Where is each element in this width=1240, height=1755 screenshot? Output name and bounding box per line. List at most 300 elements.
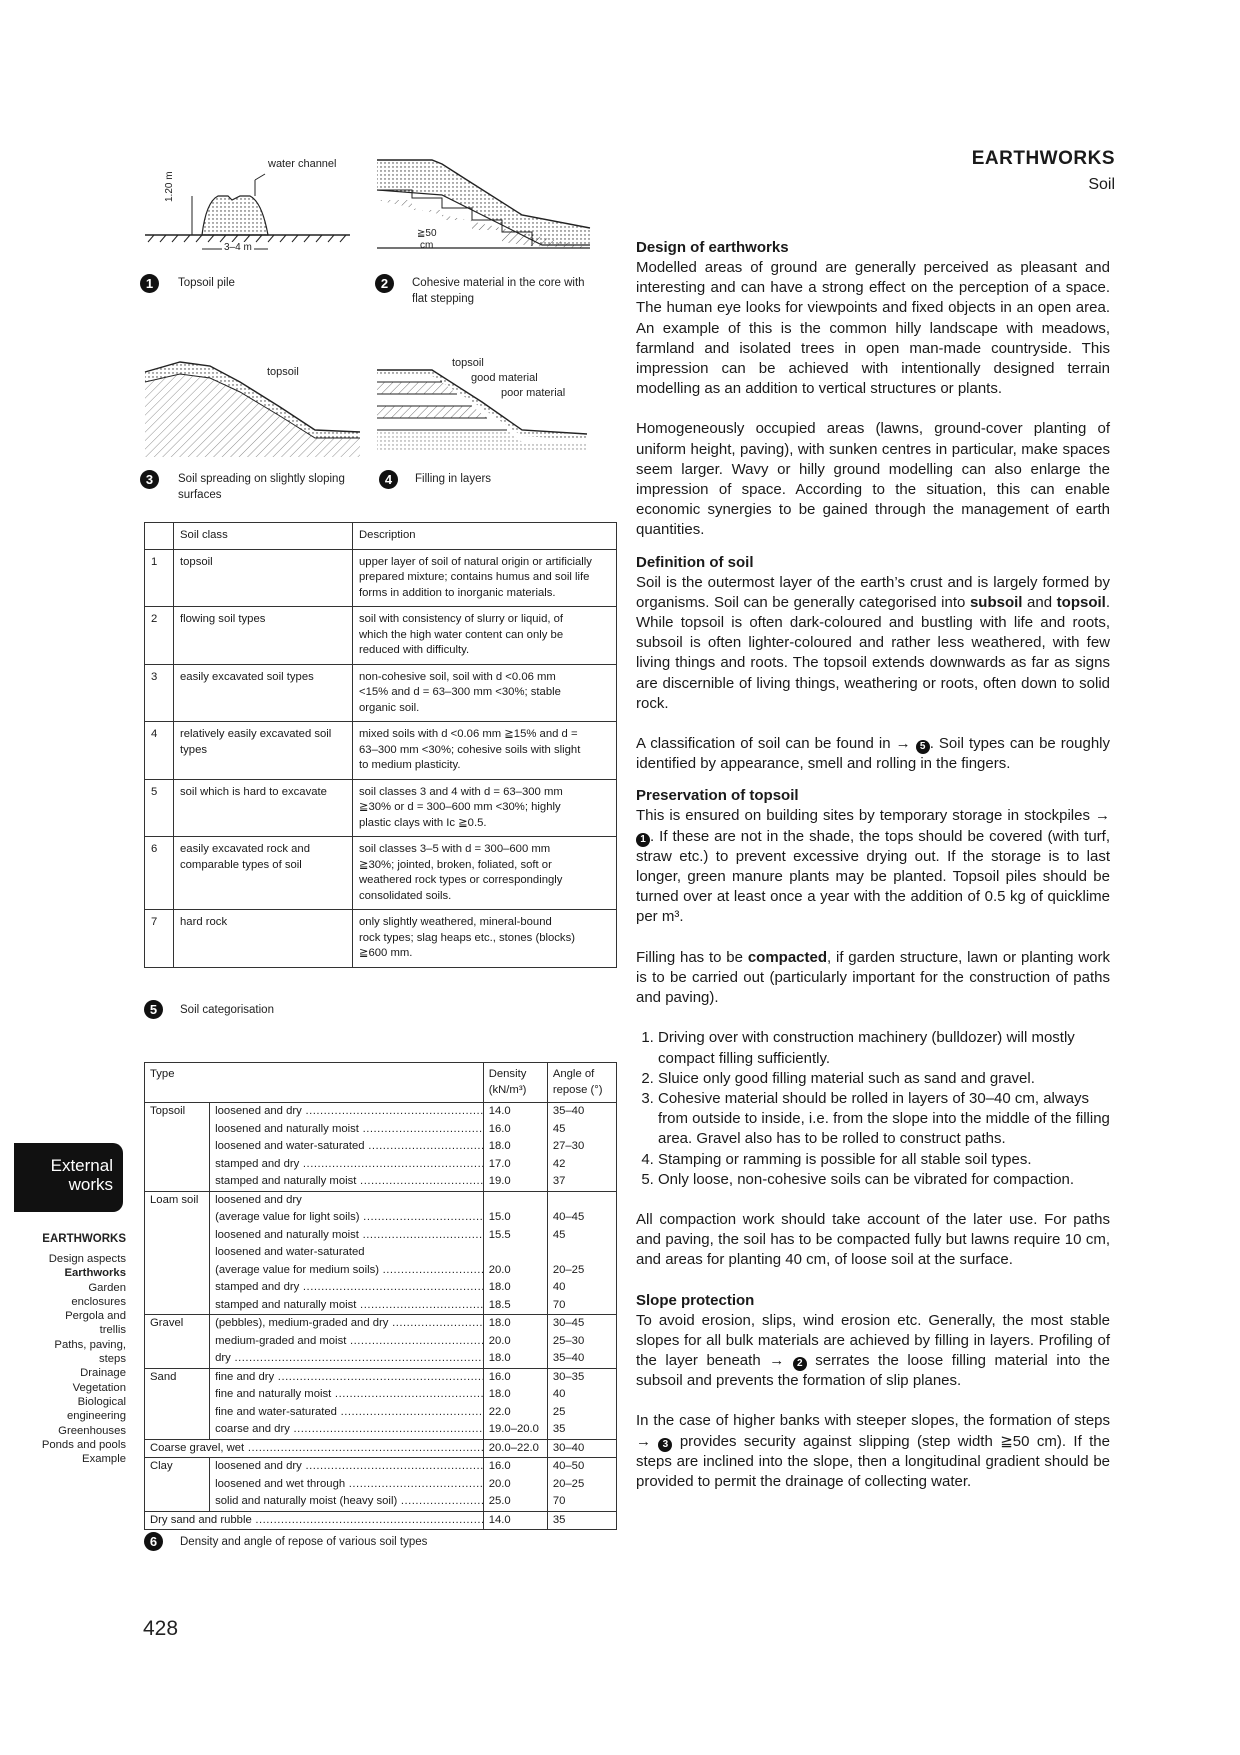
description-line: which the high water content can only be — [359, 628, 564, 641]
angle-value: 42 — [547, 1156, 616, 1174]
heading-definition: Definition of soil — [636, 553, 754, 571]
density-value: 18.0 — [483, 1138, 547, 1156]
angle-value: 30–35 — [547, 1368, 616, 1386]
angle-value — [547, 1244, 616, 1262]
page-heading: EARTHWORKS — [971, 148, 1115, 169]
table-row — [145, 1386, 617, 1404]
banks-text-1: In the case of higher banks with steeper slopes, the formation of steps → — [636, 1412, 1110, 1450]
angle-value: 25–30 — [547, 1333, 616, 1351]
description-line: to medium plasticity. — [359, 759, 461, 771]
description-line: ≧30%; jointed, broken, foliated, soft or — [359, 858, 552, 871]
table-row — [145, 1227, 617, 1245]
term-topsoil: topsoil — [1056, 593, 1106, 611]
figure-2-number: 2 — [375, 274, 394, 293]
paragraph-definition — [636, 573, 1110, 714]
paragraph-filling — [636, 948, 1110, 1009]
soil-condition — [210, 1458, 484, 1476]
angle-value: 45 — [547, 1121, 616, 1139]
density-value: 18.0 — [483, 1386, 547, 1404]
description-line: weathered rock types or correspondingly — [359, 874, 563, 886]
soil-condition-label: (pebbles), medium-graded and dry ..... — [215, 1317, 483, 1329]
density-header-line: Density — [488, 1068, 527, 1080]
row-number: 5 — [145, 779, 174, 837]
soil-type: Sand — [145, 1368, 210, 1386]
sidebar-item[interactable]: trellis — [99, 1324, 126, 1337]
soil-class: hard rock — [174, 910, 353, 968]
soil-condition-label: stamped and dry ..... — [215, 1281, 483, 1293]
soil-type — [145, 1279, 210, 1297]
table-row — [145, 1191, 617, 1209]
step-width-label: ≧50 — [417, 228, 437, 239]
soil-condition — [210, 1227, 484, 1245]
table-row — [145, 1244, 617, 1262]
table-row — [145, 1297, 617, 1315]
soil-type — [145, 1350, 210, 1368]
sidebar-item[interactable]: engineering — [66, 1410, 126, 1423]
definition-text-1: Soil is the outermost layer of the earth’s crust and is largely formed by organisms. Soil can be generally categorised into — [636, 573, 1110, 611]
soil-condition-label: loosened and naturally moist ..... — [215, 1123, 483, 1135]
soil-condition — [210, 1297, 484, 1315]
term-compacted: compacted — [747, 948, 828, 966]
soil-condition — [210, 1244, 484, 1262]
cohesive-core-drawing — [372, 150, 597, 260]
soil-type — [145, 1421, 210, 1439]
angle-value — [547, 1191, 616, 1209]
list-item: 2. Sluice only good filling material such as sand and gravel. — [658, 1069, 1110, 1089]
angle-value: 27–30 — [547, 1138, 616, 1156]
table-row — [145, 1368, 617, 1386]
sidebar-item[interactable]: enclosures — [71, 1295, 126, 1308]
soil-class: easily excavated rock and comparable types of soil — [174, 837, 353, 910]
soil-description — [353, 549, 617, 607]
table-row — [145, 722, 617, 780]
angle-value: 70 — [547, 1297, 616, 1315]
row-number: 3 — [145, 664, 174, 722]
density-value: 17.0 — [483, 1156, 547, 1174]
layer-topsoil-label: topsoil — [452, 357, 484, 369]
soil-type — [145, 1386, 210, 1404]
definition-and: and — [1027, 593, 1053, 611]
table-row — [145, 910, 617, 968]
paragraph-homogeneous: Homogeneously occupied areas (lawns, ground-cover planting of uniform height, paving), with sunken centres in particular, make spaces seem larger. Wavy or hilly ground modelling can also enlarge the impression of space. According to the situation, this can enable economic synergies to be gained through the management of earth quantities. — [636, 420, 1110, 539]
soil-condition-label: fine and naturally moist ..... — [215, 1388, 483, 1400]
description-line: only slightly weathered, mineral-bound — [359, 916, 552, 928]
figure-2-reference: 2 — [793, 1357, 807, 1371]
list-item: 3. Cohesive material should be rolled in layers of 30–40 cm, always from outside to inside, i.e. from the slope into the middle of the filling area. Gravel also has to be rolled to construct paths. — [658, 1089, 1110, 1150]
step-unit-label: cm — [420, 240, 434, 251]
soil-condition — [210, 1493, 484, 1511]
density-value: 14.0 — [483, 1103, 547, 1121]
soil-description — [353, 837, 617, 910]
density-value — [483, 1244, 547, 1262]
table-row — [145, 1333, 617, 1351]
tab-label-line-2: works — [68, 1175, 113, 1194]
term-subsoil: subsoil — [969, 593, 1023, 611]
soil-description — [353, 722, 617, 780]
soil-condition — [210, 1156, 484, 1174]
soil-description — [353, 910, 617, 968]
figure-2-caption-line-2: flat stepping — [412, 293, 475, 305]
header-angle — [547, 1063, 616, 1103]
soil-type — [145, 1209, 210, 1227]
table-row — [145, 1279, 617, 1297]
soil-condition — [210, 1368, 484, 1386]
paragraph-preservation — [636, 806, 1110, 927]
soil-condition — [210, 1173, 484, 1191]
definition-text-2: . While topsoil is often dark-coloured and bustling with life and roots, subsoil is often lighter-coloured and rather less weathered, with few living things and roots. The topsoil extends downwards as far as signs are discernible of living things, weathering or roots, often down to solid rock. — [636, 593, 1111, 712]
soil-condition-label: loosened and dry ..... — [215, 1460, 483, 1472]
layer-good-label: good material — [471, 372, 538, 384]
table-row — [145, 1138, 617, 1156]
description-line: soil with consistency of slurry or liquid, of — [359, 613, 564, 625]
density-header-line: (kN/m³) — [488, 1083, 527, 1096]
soil-condition — [210, 1315, 484, 1333]
soil-type: Gravel — [145, 1315, 210, 1333]
slope-text-2: serrates the loose filling material into the subsoil and prevents the formation of slip planes. — [636, 1351, 1110, 1390]
density-value — [483, 1191, 547, 1209]
soil-description — [353, 664, 617, 722]
classification-text-1: A classification of soil can be found in → — [636, 735, 911, 753]
list-item: 1. Driving over with construction machinery (bulldozer) will mostly compact filling sufficiently. — [658, 1028, 1110, 1068]
angle-value: 20–25 — [547, 1262, 616, 1280]
page-number: 428 — [143, 1617, 179, 1640]
row-number: 1 — [145, 549, 174, 607]
description-line: ≧600 mm. — [359, 947, 413, 959]
angle-value: 20–25 — [547, 1476, 616, 1494]
description-line: plastic clays with Ic ≧0.5. — [359, 816, 487, 829]
angle-header-line: repose (°) — [552, 1083, 603, 1096]
sidebar-item[interactable]: steps — [98, 1353, 126, 1366]
filling-text-1: Filling has to be — [636, 948, 743, 966]
figure-filling-layers — [372, 352, 597, 462]
sidebar-item[interactable]: Greenhouses — [58, 1424, 126, 1437]
figure-topsoil-pile — [140, 150, 365, 260]
soil-condition — [210, 1138, 484, 1156]
table-header-row — [145, 523, 617, 550]
table-row — [145, 1173, 617, 1191]
soil-type — [145, 1476, 210, 1494]
angle-value: 70 — [547, 1493, 616, 1511]
soil-condition-label: (average value for medium soils) ..... — [215, 1264, 483, 1276]
main-text-column — [636, 238, 1110, 1492]
slope-text-1: To avoid erosion, slips, wind erosion etc. Generally, the most stable slopes for all bulk materials are achieved by filling in layers. Profiling of the layer beneath → — [636, 1311, 1110, 1369]
soil-class: soil which is hard to excavate — [174, 779, 353, 837]
sidebar-item[interactable]: Garden — [88, 1281, 126, 1294]
soil-condition — [210, 1333, 484, 1351]
description-line: ≧30% or d = 300–600 mm <30%; highly — [359, 801, 561, 813]
table-row — [145, 1262, 617, 1280]
heading-design: Design of earthworks — [636, 239, 789, 256]
figure-cohesive-core — [372, 150, 597, 260]
table-row — [145, 1458, 617, 1476]
pile-width-label: 3–4 m — [224, 242, 252, 253]
heading-slope: Slope protection — [636, 1291, 755, 1309]
layer-poor-label: poor material — [501, 387, 566, 399]
density-value: 19.0–20.0 — [483, 1421, 547, 1439]
soil-condition-label: dry ..... — [215, 1352, 483, 1364]
figure-5-reference: 5 — [916, 740, 930, 754]
soil-type — [145, 1439, 484, 1458]
density-value: 20.0 — [483, 1333, 547, 1351]
table-row — [145, 1156, 617, 1174]
figure-3-number: 3 — [140, 470, 159, 489]
figure-6-number: 6 — [144, 1532, 163, 1551]
angle-value: 40–50 — [547, 1458, 616, 1476]
soil-type — [145, 1493, 210, 1511]
density-value: 22.0 — [483, 1404, 547, 1422]
table-row — [145, 837, 617, 910]
table-row — [145, 1315, 617, 1333]
table-row — [145, 1103, 617, 1121]
sidebar-nav — [14, 1252, 126, 1466]
paragraph-design: Modelled areas of ground are generally perceived as pleasant and interesting and can have a strong effect on the perception of a space. The human eye looks for viewpoints and fixed objects in an open area. An example of this is the common hilly landscape with meadows, farmland and isolated trees in open man-made countryside. This impression can be achieved with intentionally designed terrain modelling as an addition to vertical structures or plants. — [636, 259, 1110, 398]
header-description: Description — [353, 523, 617, 550]
soil-condition-label: coarse and dry ..... — [215, 1423, 483, 1435]
paragraph-slope — [636, 1311, 1110, 1392]
preservation-text-1: This is ensured on building sites by temporary storage in stockpiles → — [636, 807, 1110, 825]
density-value: 18.0 — [483, 1279, 547, 1297]
figure-5-number: 5 — [144, 1000, 163, 1019]
description-line: <15% and d = 63–300 mm <30%; stable — [359, 686, 561, 698]
soil-condition — [210, 1404, 484, 1422]
figure-5-caption: Soil categorisation — [180, 1004, 274, 1016]
soil-type — [145, 1511, 484, 1530]
banks-text-2: provides security against slipping (step width ≧50 cm). If the steps are inclined into the slope, then a longitudinal gradient should be provided to permit the drainage of collecting water. — [636, 1432, 1110, 1490]
paragraph-classification — [636, 734, 1110, 774]
list-item: 5. Only loose, non-cohesive soils can be vibrated for compaction. — [658, 1170, 1110, 1190]
header-number — [145, 523, 174, 550]
topsoil-label: topsoil — [267, 366, 299, 378]
soil-condition — [210, 1476, 484, 1494]
description-line: prepared mixture; contains humus and soil life — [359, 571, 590, 583]
density-value: 20.0 — [483, 1476, 547, 1494]
soil-condition-label: loosened and dry — [215, 1193, 302, 1206]
description-line: rock types; slag heaps etc., stones (blocks) — [359, 931, 575, 944]
soil-type — [145, 1138, 210, 1156]
row-number: 6 — [145, 837, 174, 910]
density-value: 16.0 — [483, 1121, 547, 1139]
water-channel-label: water channel — [268, 158, 337, 170]
figure-3-reference: 3 — [658, 1438, 672, 1452]
soil-condition — [210, 1262, 484, 1280]
description-line: consolidated soils. — [359, 889, 452, 902]
row-number: 2 — [145, 607, 174, 665]
soil-condition-label: (average value for light soils) ..... — [215, 1211, 483, 1223]
description-line: non-cohesive soil, soil with d <0.06 mm — [359, 670, 556, 683]
sidebar-item[interactable]: Drainage — [80, 1367, 126, 1380]
soil-type — [145, 1244, 210, 1262]
density-value: 18.0 — [483, 1350, 547, 1368]
figure-2-caption-line-1: Cohesive material in the core with — [412, 277, 585, 289]
row-number: 4 — [145, 722, 174, 780]
soil-type — [145, 1156, 210, 1174]
soil-condition-label: stamped and naturally moist ..... — [215, 1299, 483, 1311]
figure-3-caption — [178, 471, 345, 503]
soil-type — [145, 1227, 210, 1245]
angle-header-line: Angle of — [552, 1068, 595, 1080]
figure-1-reference: 1 — [636, 833, 650, 847]
sidebar-item[interactable]: Biological — [77, 1395, 126, 1408]
soil-description — [353, 607, 617, 665]
density-value: 25.0 — [483, 1493, 547, 1511]
pile-height-label: 1.20 m — [164, 171, 175, 202]
soil-class: flowing soil types — [174, 607, 353, 665]
soil-condition-label: stamped and naturally moist ..... — [215, 1175, 483, 1187]
preservation-text-2: . If these are not in the shade, the tops should be covered (with turf, straw etc.) to prevent excessive drying out. If the storage is to last longer, green manure plants may be planted. Topsoil piles should be turned over at least once a year with the addition of 0.5 kg of quicklime per m³. — [636, 827, 1110, 926]
soil-type-label: Dry sand and rubble ..... — [150, 1514, 483, 1526]
density-value: 20.0 — [483, 1262, 547, 1280]
list-item: 4. Stamping or ramming is possible for all stable soil types. — [658, 1150, 1110, 1170]
table-row — [145, 779, 617, 837]
table-row — [145, 549, 617, 607]
sidebar-item[interactable]: Paths, paving, — [54, 1338, 126, 1351]
description-line: forms in addition to inorganic materials. — [359, 586, 556, 599]
table-row — [145, 1350, 617, 1368]
soil-type — [145, 1262, 210, 1280]
soil-type — [145, 1404, 210, 1422]
table-row — [145, 1511, 617, 1530]
classification-text-2: . Soil types can be roughly identified by appearance, smell and rolling in the fingers. — [636, 735, 1110, 773]
soil-condition-label: loosened and water-saturated ..... — [215, 1140, 483, 1152]
soil-categorisation-table — [144, 522, 617, 968]
soil-condition — [210, 1350, 484, 1368]
density-value: 14.0 — [483, 1511, 547, 1530]
soil-class: relatively easily excavated soil types — [174, 722, 353, 780]
density-value: 19.0 — [483, 1173, 547, 1191]
soil-condition-label: loosened and wet through ..... — [215, 1478, 483, 1490]
soil-type: Loam soil — [145, 1191, 210, 1209]
description-line: soil classes 3 and 4 with d = 63–300 mm — [359, 785, 563, 798]
angle-value: 35 — [547, 1421, 616, 1439]
table-header-row — [145, 1063, 617, 1103]
soil-condition-label: medium-graded and moist ..... — [215, 1335, 483, 1347]
density-value: 15.0 — [483, 1209, 547, 1227]
soil-condition — [210, 1279, 484, 1297]
soil-condition-label: fine and water-saturated ..... — [215, 1406, 483, 1418]
soil-description — [353, 779, 617, 837]
angle-value: 40 — [547, 1386, 616, 1404]
soil-class: easily excavated soil types — [174, 664, 353, 722]
table-row — [145, 1493, 617, 1511]
figure-4-caption: Filling in layers — [415, 473, 492, 485]
paragraph-compaction: All compaction work should take account of the later use. For paths and paving, the soil has to be compacted fully but lawns require 10 cm, and areas for planting 40 cm, of loose soil at the surface. — [636, 1210, 1110, 1269]
table-row — [145, 1121, 617, 1139]
soil-condition — [210, 1209, 484, 1227]
soil-condition — [210, 1121, 484, 1139]
angle-value: 30–40 — [547, 1439, 616, 1458]
density-value: 16.0 — [483, 1368, 547, 1386]
sidebar-item[interactable]: Example — [82, 1453, 126, 1466]
header-soil-class: Soil class — [174, 523, 353, 550]
figure-soil-spreading — [140, 352, 365, 462]
soil-condition-label: stamped and dry ..... — [215, 1158, 483, 1170]
table-row — [145, 607, 617, 665]
soil-type: Clay — [145, 1458, 210, 1476]
soil-condition-label: fine and dry ..... — [215, 1371, 483, 1383]
sidebar-item[interactable]: Earthworks — [64, 1267, 126, 1280]
soil-condition-label: loosened and dry ..... — [215, 1105, 483, 1117]
table-row — [145, 1421, 617, 1439]
density-value: 16.0 — [483, 1458, 547, 1476]
sidebar-section-title: EARTHWORKS — [42, 1233, 126, 1245]
soil-condition-label: loosened and naturally moist ..... — [215, 1229, 483, 1241]
heading-preservation: Preservation of topsoil — [636, 787, 799, 805]
soil-condition-label: loosened and water-saturated — [215, 1246, 365, 1258]
angle-value: 25 — [547, 1404, 616, 1422]
soil-spreading-drawing — [140, 352, 365, 462]
figure-3-caption-line-2: surfaces — [178, 489, 222, 501]
description-line: organic soil. — [359, 701, 420, 714]
soil-type — [145, 1333, 210, 1351]
figure-4-number: 4 — [379, 470, 398, 489]
density-repose-table — [144, 1062, 617, 1530]
sidebar-item[interactable]: Ponds and pools — [41, 1438, 126, 1451]
soil-condition — [210, 1421, 484, 1439]
soil-class: topsoil — [174, 549, 353, 607]
angle-value: 37 — [547, 1173, 616, 1191]
description-line: upper layer of soil of natural origin or artificially — [359, 555, 592, 568]
figure-3-caption-line-1: Soil spreading on slightly sloping — [178, 473, 345, 485]
table-row — [145, 1209, 617, 1227]
angle-value: 40–45 — [547, 1209, 616, 1227]
compaction-list — [636, 1028, 1110, 1190]
figure-2-caption — [412, 275, 585, 307]
description-line: reduced with difficulty. — [359, 644, 470, 656]
sidebar-item[interactable]: Vegetation — [72, 1381, 126, 1394]
soil-condition — [210, 1103, 484, 1121]
header-density — [483, 1063, 547, 1103]
filling-layers-drawing — [372, 352, 597, 462]
soil-type — [145, 1173, 210, 1191]
angle-value: 30–45 — [547, 1315, 616, 1333]
angle-value: 35 — [547, 1511, 616, 1530]
figure-6-caption: Density and angle of repose of various soil types — [180, 1536, 428, 1548]
description-line: soil classes 3–5 with d = 300–600 mm — [359, 843, 551, 855]
sidebar-item[interactable]: Pergola and — [65, 1310, 126, 1323]
description-line: mixed soils with d <0.06 mm ≧15% and d = — [359, 728, 578, 740]
paragraph-banks — [636, 1411, 1110, 1492]
figure-1-caption: Topsoil pile — [178, 277, 235, 289]
tab-label-line-1: External — [50, 1156, 113, 1175]
soil-condition-label: solid and naturally moist (heavy soil) ..... — [215, 1495, 483, 1507]
density-value: 15.5 — [483, 1227, 547, 1245]
angle-value: 40 — [547, 1279, 616, 1297]
figure-1-number: 1 — [140, 274, 159, 293]
density-value: 18.0 — [483, 1315, 547, 1333]
angle-value: 35–40 — [547, 1350, 616, 1368]
soil-type-label: Coarse gravel, wet ..... — [150, 1442, 483, 1454]
soil-condition — [210, 1386, 484, 1404]
angle-value: 35–40 — [547, 1103, 616, 1121]
angle-value: 45 — [547, 1227, 616, 1245]
section-tab-external-works[interactable] — [14, 1143, 123, 1212]
soil-type — [145, 1297, 210, 1315]
soil-type — [145, 1121, 210, 1139]
page-subheading: Soil — [1088, 176, 1115, 193]
row-number: 7 — [145, 910, 174, 968]
table-row — [145, 1404, 617, 1422]
soil-type: Topsoil — [145, 1103, 210, 1121]
filling-text-2: , if garden structure, lawn or planting work is to be carried out (particularly important for the construction of paths and paving). — [636, 948, 1110, 1007]
density-value: 18.5 — [483, 1297, 547, 1315]
density-value: 20.0–22.0 — [483, 1439, 547, 1458]
sidebar-item[interactable]: Design aspects — [48, 1253, 126, 1265]
table-row — [145, 1476, 617, 1494]
description-line: 63–300 mm <30%; cohesive soils with slight — [359, 743, 581, 756]
table-row — [145, 664, 617, 722]
table-row — [145, 1439, 617, 1458]
header-type: Type — [145, 1063, 484, 1103]
